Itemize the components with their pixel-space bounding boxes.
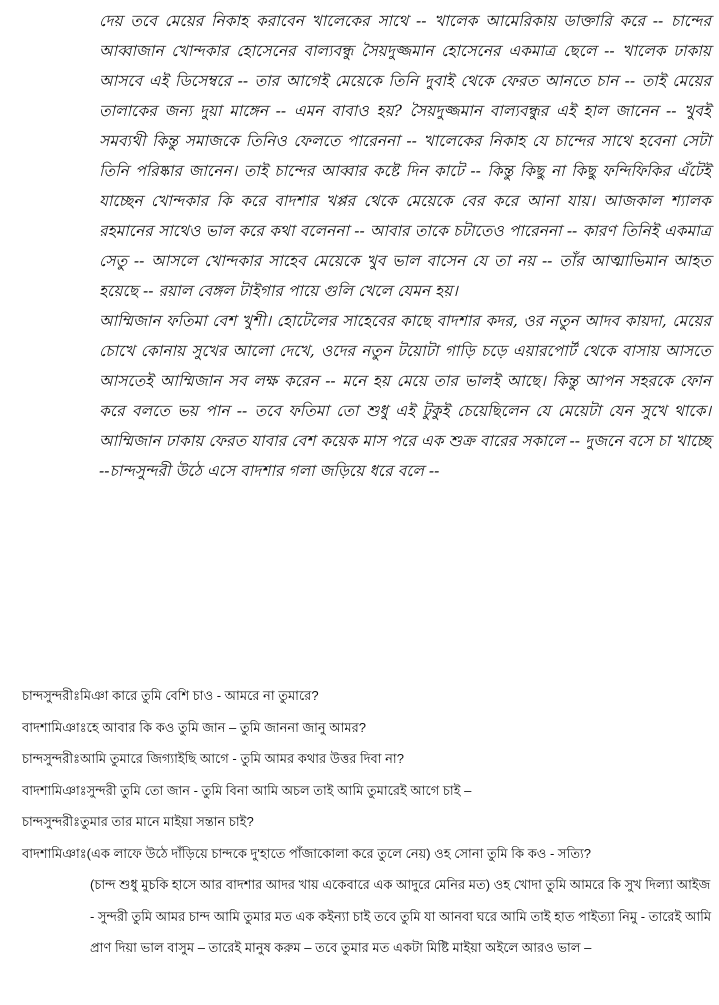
speaker-label: চান্দসুন্দরীঃ (22, 688, 81, 703)
dialogue-line (22, 743, 712, 775)
speaker-label: বাদশামিঞাঃ (22, 845, 87, 861)
dialogue-text: মিঞা কারে তুমি বেশি চাও - আমরে না তুমারে? (80, 688, 319, 703)
dialogue-text: আমি তুমারে জিগ্যাইছি আগে - তুমি আমর কথার উত্তর দিবা না? (80, 751, 404, 766)
dialogue-continuation (22, 869, 712, 964)
dialogue-line (22, 775, 712, 807)
handwritten-paragraph-2: আম্মিজান ফতিমা বেশ খুশী। হোটেলের সাহেবের কাছে বাদশার কদর, ওর নতুন আদব কায়দা, মেয়ের চোখে কোনায় সুখের আলো দেখে, ওদের নতুন টয়োটা গাড়ি চড়ে এয়ারপোর্ট থেকে বাসায় আসতে আসতেই আম্মিজান সব লক্ষ করেন -- মনে হয় মেয়ে তার ভালই আছে। কিন্তু আপন সহরকে ফোন করে বলতে ভয় পান -- তবে ফতিমা তো শুধু এই টুকুই চেয়েছিলেন যে মেয়েটা যেন সুখে থাকে। আম্মিজান ঢাকায় ফেরত যাবার বেশ কয়েক মাস পরে এক শুক্র বারের সকালে -- দুজনে বসে চা খাচ্ছে --চান্দসুন্দরী উঠে এসে বাদশার গলা জড়িয়ে ধরে বলে -- (99, 312, 711, 480)
dialogue-block (22, 680, 712, 964)
dialogue-text: তুমার তার মানে মাইয়া সন্তান চাই? (80, 814, 254, 829)
continuation-text: (চান্দ শুধু মুচকি হাসে আর বাদশার আদর খায় একেবারে এক আদুরে মেনির মত) ওহ খোদা তুমি আমরে কি সুখ দিল্যা আইজ - সুন্দরী তুমি আমর চান্দ আমি তুমার মত এক কইন্যা চাই তবে তুমি যা আনবা ঘরে আমি তাই হাত পাইত্যা নিমু - তারেই আমি প্রাণ দিয়া ভাল বাসুম – তারেই মানুষ করুম – তবে তুমার মত একটা মিষ্টি মাইয়া অইলে আরও ভাল – (90, 877, 712, 955)
speaker-label: চান্দসুন্দরীঃ (22, 814, 81, 829)
speaker-label: চান্দসুন্দরীঃ (22, 751, 81, 766)
dialogue-text: (এক লাফে উঠে দাঁড়িয়ে চান্দকে দু'হাতে পাঁজাকোলা করে তুলে নেয়) ওহ সোনা তুমি কি কও - সত্যি? (86, 845, 591, 861)
dialogue-text: হে আবার কি কও তুমি জান – তুমি জাননা জানু আমর? (86, 719, 367, 735)
handwritten-paragraph-1: দেয় তবে মেয়ের নিকাহ করাবেন খালেকের সাথে -- খালেক আমেরিকায় ডাক্তারি করে -- চান্দের আব্বাজান খোন্দকার হোসেনের বাল্যবন্ধু সৈয়দুজ্জমান হোসেনের একমাত্র ছেলে -- খালেক ঢাকায় আসবে এই ডিসেম্বরে -- তার আগেই মেয়েকে তিনি দুবাই থেকে ফেরত আনতে চান -- তাই মেয়ের তালাকের জন্য দুয়া মাঙ্গেন -- এমন বাবাও হয়? সৈয়দুজ্জমান বাল্যবন্ধুর এই হাল জানেন -- খুবই সমব্যথী কিন্তু সমাজকে তিনিও ফেলতে পারেননা -- খালেকের নিকাহ যে চান্দের সাথে হবেনা সেটা তিনি পরিষ্কার জানেন। তাই চান্দের আব্বার কষ্টে দিন কাটে -- কিন্তু কিছু না কিছু ফন্দিফিকির এঁটেই যাচ্ছেন খোন্দকার কি করে বাদশার খপ্পর থেকে মেয়েকে বের করে আনা যায়। আজকাল শ্যালক রহমানের সাথেও ভাল করে কথা বলেননা -- আবার তাকে চটাতেও পারেননা -- কারণ তিনিই একমাত্র সেতু -- আসলে খোন্দকার সাহেব মেয়েকে খুব ভাল বাসেন যে তা নয় -- তাঁর আত্মাভিমান আহত হয়েছে -- রয়াল বেঙ্গল টাইগার পায়ে গুলি খেলে যেমন হয়। (99, 12, 711, 300)
dialogue-line (22, 680, 712, 712)
speaker-label: বাদশামিঞাঃ (22, 719, 87, 735)
dialogue-line (22, 806, 712, 838)
dialogue-text: সুন্দরী তুমি তো জান - তুমি বিনা আমি অচল তাই আমি তুমারেই আগে চাই – (86, 782, 472, 798)
speaker-label: বাদশামিঞাঃ (22, 782, 87, 798)
dialogue-line (22, 838, 712, 870)
dialogue-line (22, 712, 712, 744)
handwritten-text-block (99, 6, 711, 486)
